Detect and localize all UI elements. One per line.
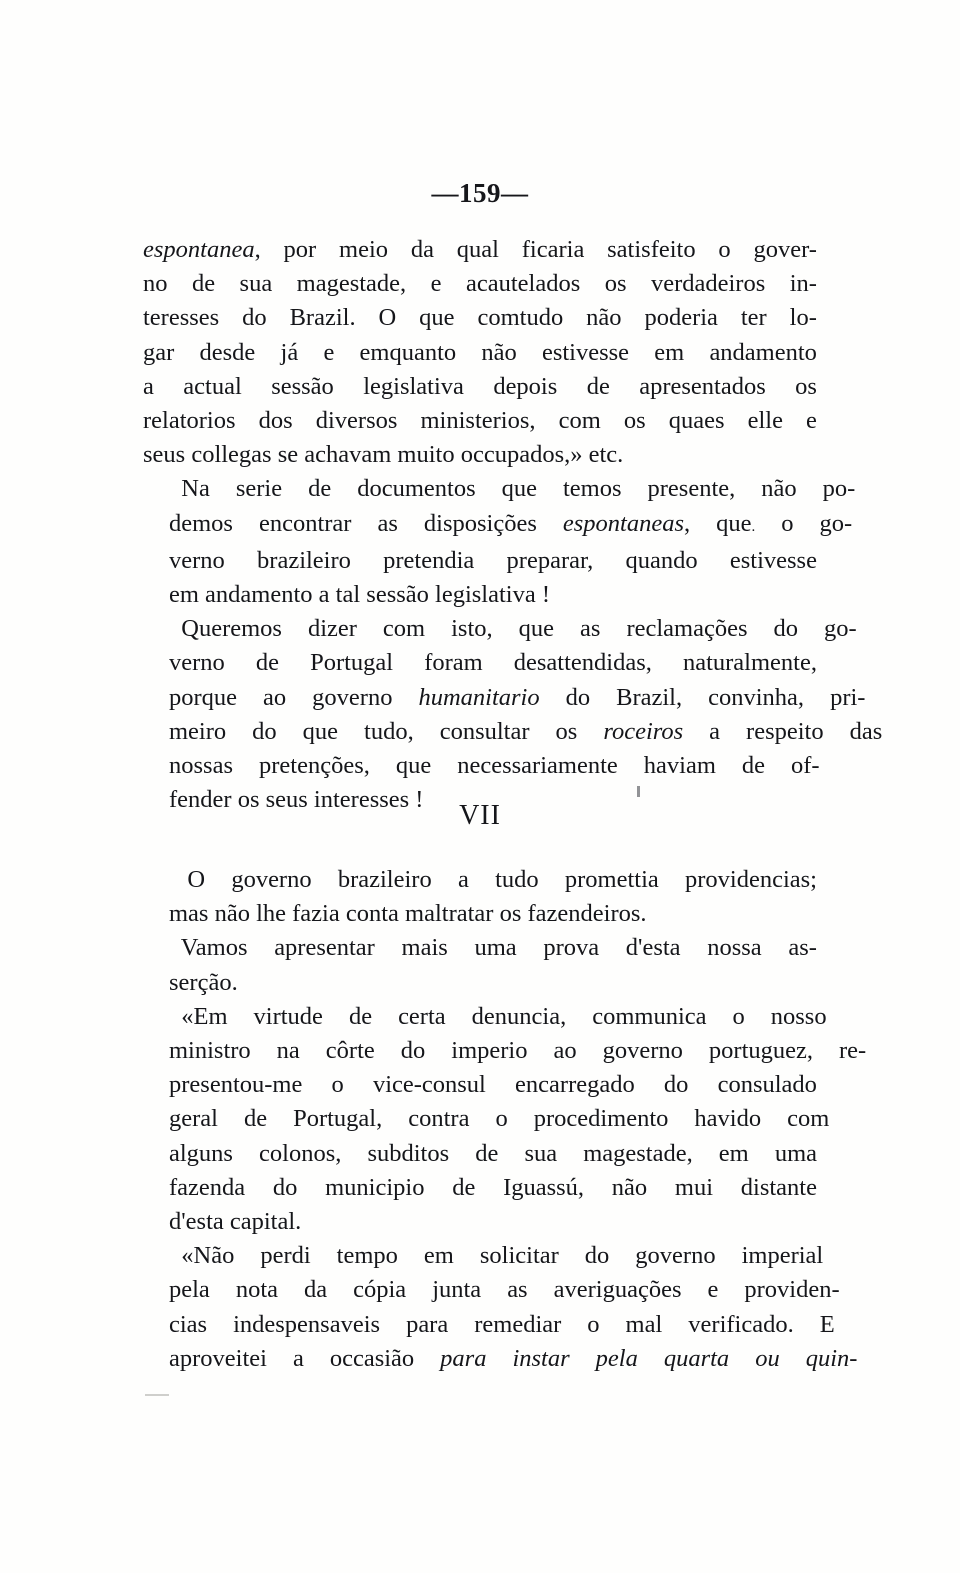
page-number: —159— xyxy=(431,178,529,208)
text-line: meiro do que tudo, consultar os roceiros a respeito das xyxy=(169,717,883,745)
paragraph xyxy=(143,1239,858,1376)
text-line: aproveitei a occasião para instar pela quarta ou quin- xyxy=(169,1344,858,1372)
ink-speck xyxy=(637,786,640,797)
text-line: gar desde já e emquanto não estivesse em andamento xyxy=(143,338,817,366)
body-text-lower xyxy=(143,863,867,1376)
text-line: teresses do Brazil. O que comtudo não poderia ter lo- xyxy=(143,304,817,332)
text-line: O governo brazileiro a tudo promettia providencias; xyxy=(169,866,817,893)
text-line: alguns colonos, subditos de sua magestade, em uma xyxy=(169,1139,817,1167)
text-line: a actual sessão legislativa depois de apresentados os xyxy=(143,372,817,400)
paragraph xyxy=(143,863,817,931)
text-line: mas não lhe fazia conta maltratar os fazendeiros. xyxy=(169,900,647,928)
paragraph xyxy=(143,472,856,612)
text-line: relatorios dos diversos ministerios, com os quaes elle e xyxy=(143,407,817,435)
text-line: geral de Portugal, contra o procedimento havido com xyxy=(169,1105,830,1133)
text-line: verno de Portugal foram desattendidas, naturalmente, xyxy=(169,649,817,677)
text-line: presentou-me o vice-consul encarregado do consulado xyxy=(169,1071,817,1099)
body-text-upper xyxy=(143,233,883,817)
paragraph xyxy=(143,233,817,472)
text-line: cias indespensaveis para remediar o mal verificado. E xyxy=(169,1310,835,1338)
paragraph xyxy=(143,1000,867,1239)
text-line: pela nota da cópia junta as averiguações e providen- xyxy=(169,1276,840,1304)
text-line: demos encontrar as disposições espontaneas, que. o go- xyxy=(169,509,853,537)
paragraph xyxy=(143,931,817,999)
text-line: «Não perdi tempo em solicitar do governo imperial xyxy=(169,1242,824,1270)
text-line: espontanea, por meio da qual ficaria satisfeito o gover- xyxy=(143,236,817,263)
text-line: Na serie de documentos que temos presente, não po- xyxy=(169,475,856,503)
text-line: ministro na côrte do imperio ao governo portuguez, re- xyxy=(169,1037,867,1065)
text-line: fender os seus interesses ! xyxy=(169,786,424,814)
page-edge-mark xyxy=(145,1394,169,1396)
text-line: fazenda do municipio de Iguassú, não mui distante xyxy=(169,1173,817,1201)
text-line: nossas pretenções, que necessariamente haviam de of- xyxy=(169,752,820,780)
text-line: porque ao governo humanitario do Brazil, convinha, pri- xyxy=(169,683,866,711)
text-line: seus collegas se achavam muito occupados,» etc. xyxy=(143,441,624,469)
text-line: Queremos dizer com isto, que as reclamações do go- xyxy=(169,615,857,643)
text-line: d'esta capital. xyxy=(169,1208,302,1236)
text-line: verno brazileiro pretendia preparar, quando estivesse xyxy=(169,546,817,574)
text-line: «Em virtude de certa denuncia, communica o nosso xyxy=(169,1002,827,1030)
text-line: serção. xyxy=(169,968,238,996)
text-line: Vamos apresentar mais uma prova d'esta nossa as- xyxy=(169,934,817,962)
text-line: no de sua magestade, e acautelados os verdadeiros in- xyxy=(143,270,817,298)
section-heading: VII xyxy=(459,800,501,831)
paragraph xyxy=(143,612,883,817)
text-line: em andamento a tal sessão legislativa ! xyxy=(169,581,550,609)
